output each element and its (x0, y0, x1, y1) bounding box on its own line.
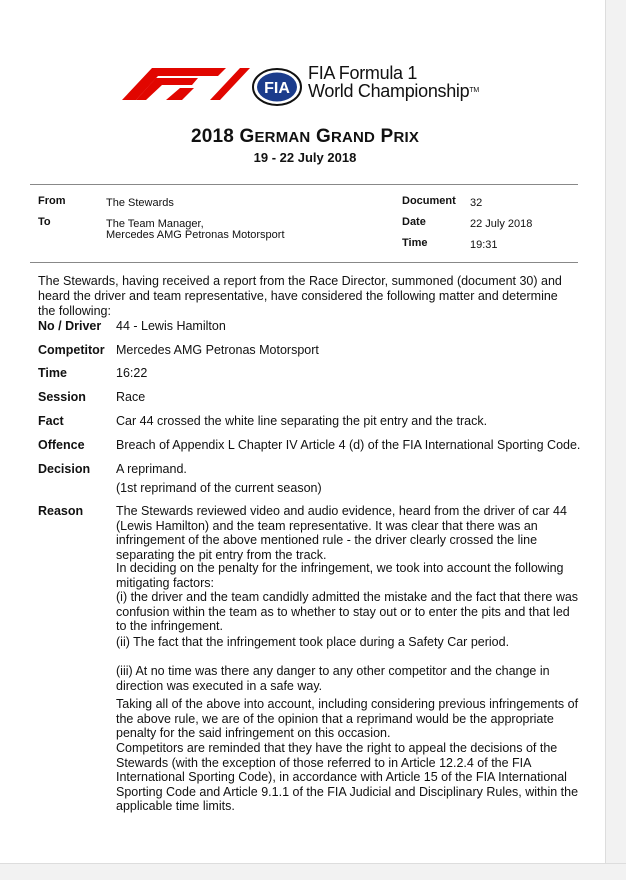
logo-line1: FIA Formula 1 (308, 63, 418, 83)
fact-label: Fact (38, 414, 64, 428)
event-dates: 19 - 22 July 2018 (253, 150, 357, 165)
time-label: Time (402, 237, 428, 249)
page-title: 2018 GERMAN GRAND PRIX (190, 126, 420, 147)
from-value: The Stewards (106, 197, 174, 209)
decision-label: Decision (38, 462, 91, 476)
divider-top (30, 184, 578, 185)
reason-paragraph-4: (ii) The fact that the infringement took place during a Safety Car period. (116, 635, 510, 649)
reason-paragraph-2: In deciding on the penalty for the infringement, we took into account the following mitigating factors: (116, 561, 564, 590)
fia-badge-text: FIA (264, 80, 290, 97)
time-value: 19:31 (470, 239, 498, 251)
reason-label: Reason (38, 504, 84, 518)
to-label: To (38, 216, 51, 228)
decision-value-2: (1st reprimand of the current season) (116, 481, 322, 495)
decision-value-1: A reprimand. (116, 462, 187, 476)
reason-paragraph-1: The Stewards reviewed video and audio evidence, heard from the driver of car 44 (Lewis Hamilton) and the team representative. It was clear that there was an infringement of the above mentioned rule - the driver clearly crossed the line separating the pit entry from the track. (116, 504, 567, 562)
to-value-2: Mercedes AMG Petronas Motorsport (106, 229, 285, 241)
divider-bottom (30, 262, 578, 263)
reason-paragraph-7: Competitors are reminded that they have the right to appeal the decisions of the Stewards (with the exception of those referred to in Article 12.2.4 of the FIA International Sporting Code), in accordance with Article 15 of the FIA International Sporting Code and Article 9.1.1 of the FIA Judicial and Disciplinary Rules, within the applicable time limits. (116, 741, 579, 813)
session-label: Session (38, 390, 86, 404)
offence-value: Breach of Appendix L Chapter IV Article 4 (d) of the FIA International Sporting Code. (116, 438, 581, 452)
date-value: 22 July 2018 (470, 218, 533, 230)
reason-paragraph-6: Taking all of the above into account, including considering previous infringements of the above rule, we are of the opinion that a reprimand would be the appropriate penalty for the said infringement on this occasion. (116, 697, 579, 740)
f1-fia-logo (122, 60, 512, 108)
driver-value: 44 - Lewis Hamilton (116, 319, 226, 333)
session-value: Race (116, 390, 146, 404)
incident-time-value: 16:22 (116, 366, 148, 380)
competitor-label: Competitor (38, 343, 105, 357)
reason-paragraph-5: (iii) At no time was there any danger to any other competitor and the change in direction was executed in a safe way. (116, 664, 550, 693)
reason-paragraph-3: (i) the driver and the team candidly admitted the mistake and the fact that there was confusion within the team as to whether to stay out or to enter the pits and that led to the infringement. (116, 590, 579, 633)
document-value: 32 (470, 197, 483, 209)
fact-value: Car 44 crossed the white line separating the pit entry and the track. (116, 414, 488, 428)
logo-text (308, 64, 479, 100)
date-label: Date (402, 216, 426, 228)
incident-time-label: Time (38, 366, 67, 380)
logo-line2: World ChampionshipTM (308, 81, 479, 101)
driver-label: No / Driver (38, 319, 102, 333)
document-label: Document (402, 195, 456, 207)
f1-logo-icon (122, 66, 250, 100)
to-value-1: The Team Manager, (106, 218, 204, 230)
offence-label: Offence (38, 438, 85, 452)
page-edge-bottom (0, 863, 626, 880)
from-label: From (38, 195, 66, 207)
intro-paragraph: The Stewards, having received a report from the Race Director, summoned (document 30) and heard the driver and team representative, have considered the following matter and determine the following: (38, 274, 562, 318)
competitor-value: Mercedes AMG Petronas Motorsport (116, 343, 319, 357)
fia-badge-icon (252, 62, 302, 100)
logo-tm: TM (469, 87, 479, 94)
